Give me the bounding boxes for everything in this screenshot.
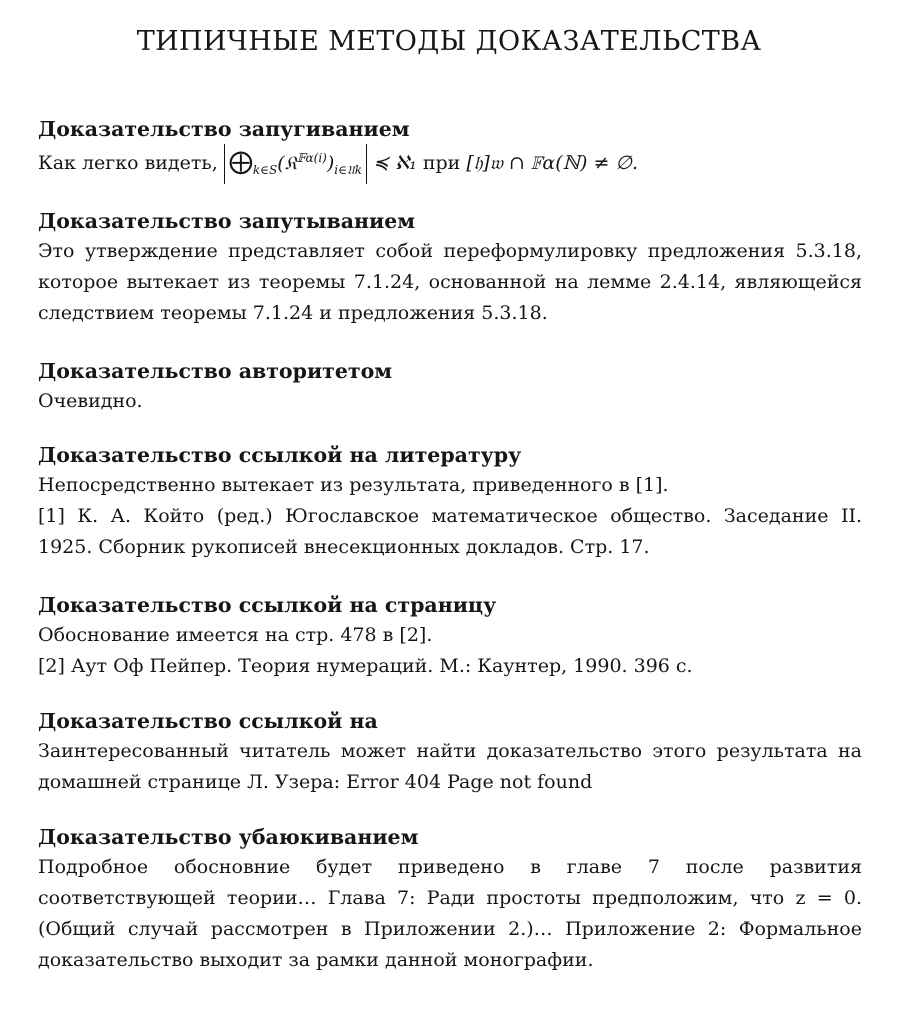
tail-word: при	[416, 152, 467, 175]
section-body: Очевидно.	[38, 390, 143, 412]
section-body: Подробное обосновние будет приведено в главе 7 после развития соответствующей теории… Глава 7: Ради простоты предположим, что z = 0. (Общий случай рассмотрен в Приложении 2.)… Приложение 2: Формальное доказательство выходит за рамки данной монографии.	[38, 856, 862, 971]
section-intimidation	[38, 114, 862, 184]
formula-inner: (𝔎	[277, 152, 298, 175]
section-heading: Доказательство авторитетом	[38, 359, 393, 383]
section-body: Непосредственно вытекает из результата, приведенного в [1].	[38, 474, 669, 496]
section-heading: Доказательство запугиванием	[38, 117, 410, 141]
section-web-reference	[38, 706, 862, 798]
oplus-symbol: ⨁	[228, 147, 253, 176]
formula-subscript-2: i∈𝔘k	[334, 163, 362, 178]
section-body: Обоснование имеется на стр. 478 в [2].	[38, 624, 433, 646]
section-heading: Доказательство убаюкиванием	[38, 825, 419, 849]
section-body	[38, 144, 862, 184]
section-obfuscation	[38, 206, 862, 329]
section-literature	[38, 440, 862, 563]
formula-tail: [𝔥]𝔴 ∩ 𝔽α(ℕ) ≠ ∅.	[466, 152, 639, 175]
section-page-reference	[38, 590, 862, 682]
section-authority	[38, 356, 862, 417]
formula-close: )	[326, 152, 335, 175]
formula-subscript: k∈S	[252, 163, 278, 178]
section-heading: Доказательство ссылкой на страницу	[38, 593, 497, 617]
formula-superscript: 𝔽α(i)	[297, 151, 327, 165]
section-body: Это утверждение представляет собой переформулировку предложения 5.3.18, которое вытекает из теоремы 7.1.24, основанной на лемме 2.4.14, являющейся следствием теоремы 7.1.24 и предложения 5.3.18.	[38, 240, 862, 324]
page-title: ТИПИЧНЫЕ МЕТОДЫ ДОКАЗАТЕЛЬСТВА	[136, 26, 762, 57]
section-heading: Доказательство запутыванием	[38, 209, 416, 233]
reference-entry: [1] К. А. Който (ред.) Югославское математическое общество. Заседание II. 1925. Сборник рукописей внесекционных докладов. Стр. 17.	[38, 505, 862, 558]
formula-relation: ≼ ℵ₁	[367, 152, 417, 175]
section-heading: Доказательство ссылкой на	[38, 709, 378, 733]
section-heading: Доказательство ссылкой на литературу	[38, 443, 522, 467]
math-formula	[224, 144, 367, 184]
section-lulling	[38, 822, 862, 976]
reference-entry: [2] Аут Оф Пейпер. Теория нумераций. М.: Каунтер, 1990. 396 с.	[38, 655, 693, 677]
lead-text: Как легко видеть,	[38, 152, 218, 175]
section-body: Заинтересованный читатель может найти доказательство этого результата на домашней странице Л. Узера: Error 404 Page not found	[38, 740, 862, 793]
